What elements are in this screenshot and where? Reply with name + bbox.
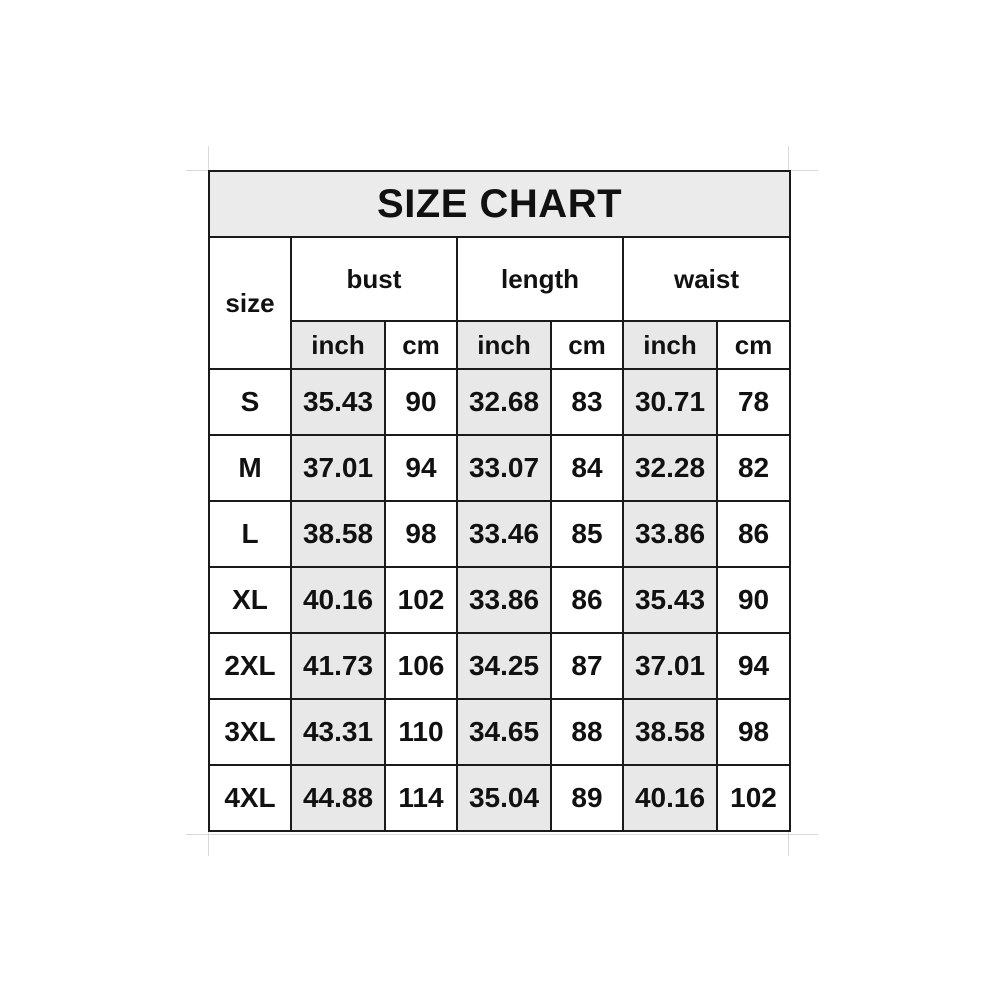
waist-inch-cell: 32.28 (623, 435, 717, 501)
bust-inch-cell: 44.88 (291, 765, 385, 831)
bust-cm-cell: 110 (385, 699, 457, 765)
size-label-cell: 3XL (209, 699, 291, 765)
bust-inch-cell: 43.31 (291, 699, 385, 765)
length-cm-cell: 83 (551, 369, 623, 435)
chart-title: SIZE CHART (209, 171, 790, 237)
table-row (209, 369, 790, 435)
length-cm-cell: 89 (551, 765, 623, 831)
waist-inch-cell: 30.71 (623, 369, 717, 435)
waist-inch-cell: 33.86 (623, 501, 717, 567)
bust-inch-cell: 38.58 (291, 501, 385, 567)
length-cm-cell: 88 (551, 699, 623, 765)
waist-inch-cell: 40.16 (623, 765, 717, 831)
bust-inch-cell: 37.01 (291, 435, 385, 501)
length-inch-cell: 34.25 (457, 633, 551, 699)
waist-cm-cell: 94 (717, 633, 790, 699)
length-inch-cell: 34.65 (457, 699, 551, 765)
waist-cm-cell: 86 (717, 501, 790, 567)
length-inch-header: inch (457, 321, 551, 369)
group-header-row (209, 237, 790, 321)
title-row (209, 171, 790, 237)
bust-cm-cell: 94 (385, 435, 457, 501)
length-cm-cell: 86 (551, 567, 623, 633)
waist-cm-header: cm (717, 321, 790, 369)
size-column-header: size (209, 237, 291, 369)
bust-inch-cell: 41.73 (291, 633, 385, 699)
waist-cm-cell: 90 (717, 567, 790, 633)
gridline-bottom (186, 834, 818, 835)
size-label-cell: XL (209, 567, 291, 633)
waist-inch-header: inch (623, 321, 717, 369)
length-cm-cell: 84 (551, 435, 623, 501)
bust-cm-cell: 106 (385, 633, 457, 699)
waist-inch-cell: 37.01 (623, 633, 717, 699)
bust-cm-cell: 90 (385, 369, 457, 435)
table-row (209, 501, 790, 567)
size-label-cell: S (209, 369, 291, 435)
waist-cm-cell: 98 (717, 699, 790, 765)
bust-group-header: bust (291, 237, 457, 321)
length-inch-cell: 35.04 (457, 765, 551, 831)
bust-inch-cell: 40.16 (291, 567, 385, 633)
table-row (209, 435, 790, 501)
size-label-cell: 4XL (209, 765, 291, 831)
length-inch-cell: 33.86 (457, 567, 551, 633)
length-inch-cell: 32.68 (457, 369, 551, 435)
length-cm-cell: 87 (551, 633, 623, 699)
length-cm-cell: 85 (551, 501, 623, 567)
waist-cm-cell: 78 (717, 369, 790, 435)
bust-cm-cell: 98 (385, 501, 457, 567)
table-row (209, 633, 790, 699)
table-row (209, 567, 790, 633)
size-label-cell: L (209, 501, 291, 567)
bust-cm-cell: 114 (385, 765, 457, 831)
waist-inch-cell: 35.43 (623, 567, 717, 633)
table-row (209, 699, 790, 765)
unit-header-row (209, 321, 790, 369)
table-row (209, 765, 790, 831)
waist-group-header: waist (623, 237, 790, 321)
waist-cm-cell: 82 (717, 435, 790, 501)
length-group-header: length (457, 237, 623, 321)
waist-cm-cell: 102 (717, 765, 790, 831)
size-chart-table (208, 170, 791, 832)
bust-cm-cell: 102 (385, 567, 457, 633)
length-cm-header: cm (551, 321, 623, 369)
length-inch-cell: 33.46 (457, 501, 551, 567)
bust-cm-header: cm (385, 321, 457, 369)
waist-inch-cell: 38.58 (623, 699, 717, 765)
bust-inch-header: inch (291, 321, 385, 369)
size-label-cell: 2XL (209, 633, 291, 699)
size-label-cell: M (209, 435, 291, 501)
bust-inch-cell: 35.43 (291, 369, 385, 435)
length-inch-cell: 33.07 (457, 435, 551, 501)
